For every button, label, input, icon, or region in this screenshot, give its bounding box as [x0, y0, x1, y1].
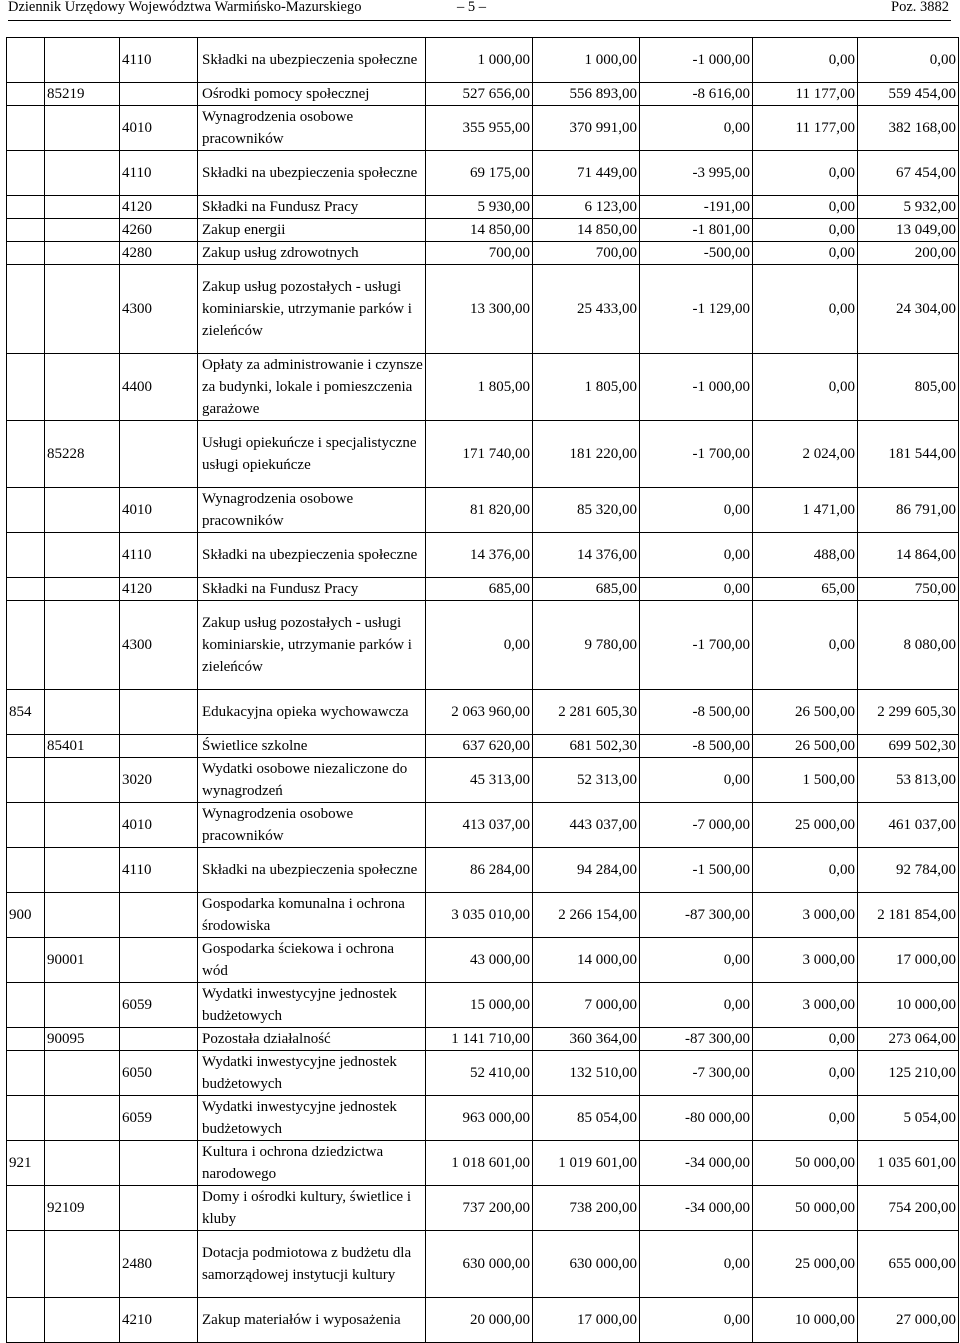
increase-cell: 3 000,00: [753, 938, 858, 983]
increase-cell: 0,00: [753, 265, 858, 354]
dzial-cell: 921: [7, 1141, 45, 1186]
decrease-cell: 0,00: [640, 758, 753, 803]
page-header: [0, 0, 960, 28]
decrease-cell: -500,00: [640, 242, 753, 265]
plan-after-cell: 67 454,00: [858, 151, 959, 196]
increase-cell: 0,00: [753, 219, 858, 242]
plan-after-cell: 382 168,00: [858, 106, 959, 151]
increase-cell: 0,00: [753, 601, 858, 690]
dzial-cell: [7, 578, 45, 601]
plan-after-cell: 92 784,00: [858, 848, 959, 893]
name-cell: Gospodarka komunalna i ochrona środowiska: [198, 893, 426, 938]
increase-cell: 0,00: [753, 354, 858, 421]
plan-before-cell: 15 000,00: [426, 983, 533, 1028]
plan-current-cell: 14 000,00: [533, 938, 640, 983]
rozdzial-cell: [45, 601, 120, 690]
plan-after-cell: 655 000,00: [858, 1231, 959, 1298]
plan-current-cell: 681 502,30: [533, 735, 640, 758]
dzial-cell: 900: [7, 893, 45, 938]
budget-table: [6, 37, 959, 1343]
paragraf-cell: 6050: [120, 1051, 198, 1096]
rozdzial-cell: 92109: [45, 1186, 120, 1231]
paragraf-cell: 4210: [120, 1298, 198, 1343]
rozdzial-cell: [45, 848, 120, 893]
paragraf-cell: 4110: [120, 38, 198, 83]
increase-cell: 3 000,00: [753, 983, 858, 1028]
plan-before-cell: 2 063 960,00: [426, 690, 533, 735]
plan-current-cell: 14 376,00: [533, 533, 640, 578]
plan-before-cell: 5 930,00: [426, 196, 533, 219]
paragraf-cell: [120, 1141, 198, 1186]
name-cell: Zakup usług pozostałych - usługi kominiarskie, utrzymanie parków i zieleńców: [198, 601, 426, 690]
dzial-cell: [7, 1096, 45, 1141]
table-row: [7, 893, 959, 938]
paragraf-cell: 4110: [120, 848, 198, 893]
increase-cell: 65,00: [753, 578, 858, 601]
plan-before-cell: 81 820,00: [426, 488, 533, 533]
plan-current-cell: 71 449,00: [533, 151, 640, 196]
plan-after-cell: 2 299 605,30: [858, 690, 959, 735]
decrease-cell: -1 000,00: [640, 38, 753, 83]
dzial-cell: [7, 1028, 45, 1051]
table-row: [7, 151, 959, 196]
paragraf-cell: 4260: [120, 219, 198, 242]
plan-after-cell: 14 864,00: [858, 533, 959, 578]
plan-after-cell: 2 181 854,00: [858, 893, 959, 938]
name-cell: Zakup materiałów i wyposażenia: [198, 1298, 426, 1343]
table-row: [7, 83, 959, 106]
decrease-cell: 0,00: [640, 983, 753, 1028]
plan-before-cell: 413 037,00: [426, 803, 533, 848]
rozdzial-cell: 90095: [45, 1028, 120, 1051]
name-cell: Wydatki osobowe niezaliczone do wynagrodzeń: [198, 758, 426, 803]
increase-cell: 0,00: [753, 242, 858, 265]
journal-title: Dziennik Urzędowy Województwa Warmińsko-Mazurskiego: [8, 0, 362, 15]
plan-after-cell: 181 544,00: [858, 421, 959, 488]
name-cell: Opłaty za administrowanie i czynsze za budynki, lokale i pomieszczenia garażowe: [198, 354, 426, 421]
decrease-cell: -8 500,00: [640, 735, 753, 758]
rozdzial-cell: [45, 533, 120, 578]
name-cell: Zakup energii: [198, 219, 426, 242]
dzial-cell: [7, 758, 45, 803]
plan-after-cell: 86 791,00: [858, 488, 959, 533]
dzial-cell: [7, 265, 45, 354]
decrease-cell: 0,00: [640, 106, 753, 151]
plan-after-cell: 10 000,00: [858, 983, 959, 1028]
plan-current-cell: 738 200,00: [533, 1186, 640, 1231]
paragraf-cell: 4300: [120, 601, 198, 690]
paragraf-cell: [120, 938, 198, 983]
plan-after-cell: 273 064,00: [858, 1028, 959, 1051]
table-row: [7, 1186, 959, 1231]
rozdzial-cell: 90001: [45, 938, 120, 983]
table-row: [7, 578, 959, 601]
table-row: [7, 848, 959, 893]
plan-before-cell: 963 000,00: [426, 1096, 533, 1141]
rozdzial-cell: 85219: [45, 83, 120, 106]
plan-before-cell: 1 805,00: [426, 354, 533, 421]
plan-current-cell: 700,00: [533, 242, 640, 265]
decrease-cell: 0,00: [640, 533, 753, 578]
plan-current-cell: 685,00: [533, 578, 640, 601]
paragraf-cell: 2480: [120, 1231, 198, 1298]
name-cell: Wynagrodzenia osobowe pracowników: [198, 106, 426, 151]
table-row: [7, 242, 959, 265]
increase-cell: 11 177,00: [753, 106, 858, 151]
paragraf-cell: 4120: [120, 578, 198, 601]
increase-cell: 26 500,00: [753, 690, 858, 735]
rozdzial-cell: [45, 1096, 120, 1141]
increase-cell: 0,00: [753, 1051, 858, 1096]
dzial-cell: [7, 601, 45, 690]
rozdzial-cell: [45, 151, 120, 196]
name-cell: Zakup usług pozostałych - usługi kominiarskie, utrzymanie parków i zieleńców: [198, 265, 426, 354]
rozdzial-cell: [45, 578, 120, 601]
plan-current-cell: 1 000,00: [533, 38, 640, 83]
dzial-cell: [7, 1186, 45, 1231]
decrease-cell: -1 700,00: [640, 421, 753, 488]
table-row: [7, 488, 959, 533]
rozdzial-cell: [45, 803, 120, 848]
paragraf-cell: 4110: [120, 151, 198, 196]
plan-before-cell: 1 000,00: [426, 38, 533, 83]
increase-cell: 25 000,00: [753, 803, 858, 848]
plan-current-cell: 1 805,00: [533, 354, 640, 421]
increase-cell: 50 000,00: [753, 1141, 858, 1186]
paragraf-cell: [120, 421, 198, 488]
name-cell: Ośrodki pomocy społecznej: [198, 83, 426, 106]
increase-cell: 0,00: [753, 1028, 858, 1051]
table-row: [7, 533, 959, 578]
name-cell: Wydatki inwestycyjne jednostek budżetowych: [198, 1096, 426, 1141]
plan-current-cell: 443 037,00: [533, 803, 640, 848]
paragraf-cell: 6059: [120, 983, 198, 1028]
table-row: [7, 106, 959, 151]
plan-before-cell: 45 313,00: [426, 758, 533, 803]
dzial-cell: [7, 219, 45, 242]
decrease-cell: -34 000,00: [640, 1186, 753, 1231]
plan-current-cell: 181 220,00: [533, 421, 640, 488]
dzial-cell: [7, 38, 45, 83]
dzial-cell: [7, 83, 45, 106]
increase-cell: 0,00: [753, 1096, 858, 1141]
plan-after-cell: 559 454,00: [858, 83, 959, 106]
plan-after-cell: 125 210,00: [858, 1051, 959, 1096]
rozdzial-cell: [45, 242, 120, 265]
plan-before-cell: 527 656,00: [426, 83, 533, 106]
increase-cell: 1 500,00: [753, 758, 858, 803]
name-cell: Składki na ubezpieczenia społeczne: [198, 151, 426, 196]
rozdzial-cell: [45, 38, 120, 83]
name-cell: Składki na ubezpieczenia społeczne: [198, 533, 426, 578]
plan-before-cell: 0,00: [426, 601, 533, 690]
dzial-cell: [7, 421, 45, 488]
plan-before-cell: 14 850,00: [426, 219, 533, 242]
decrease-cell: 0,00: [640, 1231, 753, 1298]
table-row: [7, 265, 959, 354]
decrease-cell: -1 129,00: [640, 265, 753, 354]
paragraf-cell: [120, 83, 198, 106]
plan-before-cell: 43 000,00: [426, 938, 533, 983]
plan-before-cell: 86 284,00: [426, 848, 533, 893]
plan-before-cell: 355 955,00: [426, 106, 533, 151]
plan-current-cell: 370 991,00: [533, 106, 640, 151]
plan-after-cell: 1 035 601,00: [858, 1141, 959, 1186]
name-cell: Domy i ośrodki kultury, świetlice i kluby: [198, 1186, 426, 1231]
table-row: [7, 1051, 959, 1096]
decrease-cell: -8 500,00: [640, 690, 753, 735]
paragraf-cell: 4300: [120, 265, 198, 354]
increase-cell: 50 000,00: [753, 1186, 858, 1231]
plan-after-cell: 699 502,30: [858, 735, 959, 758]
paragraf-cell: 4010: [120, 106, 198, 151]
table-row: [7, 983, 959, 1028]
plan-after-cell: 17 000,00: [858, 938, 959, 983]
decrease-cell: -1 700,00: [640, 601, 753, 690]
name-cell: Pozostała działalność: [198, 1028, 426, 1051]
dzial-cell: [7, 354, 45, 421]
dzial-cell: [7, 242, 45, 265]
table-row: [7, 758, 959, 803]
plan-current-cell: 94 284,00: [533, 848, 640, 893]
decrease-cell: -80 000,00: [640, 1096, 753, 1141]
table-row: [7, 690, 959, 735]
decrease-cell: -1 000,00: [640, 354, 753, 421]
plan-current-cell: 85 054,00: [533, 1096, 640, 1141]
decrease-cell: -7 300,00: [640, 1051, 753, 1096]
plan-current-cell: 85 320,00: [533, 488, 640, 533]
name-cell: Usługi opiekuńcze i specjalistyczne usługi opiekuńcze: [198, 421, 426, 488]
dzial-cell: [7, 488, 45, 533]
paragraf-cell: [120, 690, 198, 735]
dzial-cell: 854: [7, 690, 45, 735]
decrease-cell: -34 000,00: [640, 1141, 753, 1186]
paragraf-cell: 4110: [120, 533, 198, 578]
increase-cell: 11 177,00: [753, 83, 858, 106]
plan-current-cell: 14 850,00: [533, 219, 640, 242]
plan-before-cell: 20 000,00: [426, 1298, 533, 1343]
plan-current-cell: 630 000,00: [533, 1231, 640, 1298]
plan-after-cell: 754 200,00: [858, 1186, 959, 1231]
increase-cell: 488,00: [753, 533, 858, 578]
decrease-cell: -8 616,00: [640, 83, 753, 106]
plan-before-cell: 52 410,00: [426, 1051, 533, 1096]
table-row: [7, 1141, 959, 1186]
dzial-cell: [7, 1231, 45, 1298]
paragraf-cell: [120, 735, 198, 758]
paragraf-cell: 4400: [120, 354, 198, 421]
dzial-cell: [7, 106, 45, 151]
plan-current-cell: 25 433,00: [533, 265, 640, 354]
paragraf-cell: [120, 893, 198, 938]
plan-current-cell: 17 000,00: [533, 1298, 640, 1343]
table-row: [7, 601, 959, 690]
table-row: [7, 421, 959, 488]
rozdzial-cell: [45, 1051, 120, 1096]
plan-current-cell: 556 893,00: [533, 83, 640, 106]
decrease-cell: -3 995,00: [640, 151, 753, 196]
plan-after-cell: 5 932,00: [858, 196, 959, 219]
rozdzial-cell: [45, 488, 120, 533]
plan-after-cell: 805,00: [858, 354, 959, 421]
page-number: – 5 –: [457, 0, 486, 15]
name-cell: Składki na Fundusz Pracy: [198, 578, 426, 601]
increase-cell: 3 000,00: [753, 893, 858, 938]
header-rule: [8, 20, 951, 21]
plan-current-cell: 1 019 601,00: [533, 1141, 640, 1186]
table-row: [7, 938, 959, 983]
rozdzial-cell: [45, 1141, 120, 1186]
decrease-cell: -1 801,00: [640, 219, 753, 242]
plan-current-cell: 52 313,00: [533, 758, 640, 803]
plan-before-cell: 14 376,00: [426, 533, 533, 578]
position-number: Poz. 3882: [891, 0, 949, 15]
increase-cell: 0,00: [753, 38, 858, 83]
increase-cell: 10 000,00: [753, 1298, 858, 1343]
plan-current-cell: 360 364,00: [533, 1028, 640, 1051]
name-cell: Wydatki inwestycyjne jednostek budżetowych: [198, 983, 426, 1028]
rozdzial-cell: 85401: [45, 735, 120, 758]
decrease-cell: 0,00: [640, 488, 753, 533]
table-row: [7, 1028, 959, 1051]
dzial-cell: [7, 735, 45, 758]
paragraf-cell: 4280: [120, 242, 198, 265]
rozdzial-cell: [45, 893, 120, 938]
plan-before-cell: 700,00: [426, 242, 533, 265]
plan-before-cell: 1 018 601,00: [426, 1141, 533, 1186]
name-cell: Wynagrodzenia osobowe pracowników: [198, 803, 426, 848]
increase-cell: 0,00: [753, 848, 858, 893]
plan-current-cell: 9 780,00: [533, 601, 640, 690]
dzial-cell: [7, 533, 45, 578]
plan-current-cell: 2 266 154,00: [533, 893, 640, 938]
name-cell: Wynagrodzenia osobowe pracowników: [198, 488, 426, 533]
plan-before-cell: 13 300,00: [426, 265, 533, 354]
plan-after-cell: 13 049,00: [858, 219, 959, 242]
paragraf-cell: 3020: [120, 758, 198, 803]
plan-before-cell: 630 000,00: [426, 1231, 533, 1298]
dzial-cell: [7, 938, 45, 983]
rozdzial-cell: [45, 106, 120, 151]
plan-before-cell: 69 175,00: [426, 151, 533, 196]
name-cell: Składki na Fundusz Pracy: [198, 196, 426, 219]
dzial-cell: [7, 848, 45, 893]
name-cell: Zakup usług zdrowotnych: [198, 242, 426, 265]
plan-current-cell: 6 123,00: [533, 196, 640, 219]
decrease-cell: -7 000,00: [640, 803, 753, 848]
name-cell: Wydatki inwestycyjne jednostek budżetowych: [198, 1051, 426, 1096]
rozdzial-cell: [45, 354, 120, 421]
increase-cell: 25 000,00: [753, 1231, 858, 1298]
paragraf-cell: 4120: [120, 196, 198, 219]
plan-current-cell: 2 281 605,30: [533, 690, 640, 735]
decrease-cell: 0,00: [640, 578, 753, 601]
increase-cell: 0,00: [753, 151, 858, 196]
table-row: [7, 219, 959, 242]
table-row: [7, 38, 959, 83]
paragraf-cell: [120, 1028, 198, 1051]
dzial-cell: [7, 983, 45, 1028]
table-row: [7, 735, 959, 758]
name-cell: Dotacja podmiotowa z budżetu dla samorządowej instytucji kultury: [198, 1231, 426, 1298]
plan-before-cell: 3 035 010,00: [426, 893, 533, 938]
paragraf-cell: 6059: [120, 1096, 198, 1141]
dzial-cell: [7, 803, 45, 848]
dzial-cell: [7, 196, 45, 219]
dzial-cell: [7, 1051, 45, 1096]
plan-after-cell: 5 054,00: [858, 1096, 959, 1141]
name-cell: Gospodarka ściekowa i ochrona wód: [198, 938, 426, 983]
rozdzial-cell: [45, 265, 120, 354]
paragraf-cell: [120, 1186, 198, 1231]
table-row: [7, 803, 959, 848]
name-cell: Edukacyjna opieka wychowawcza: [198, 690, 426, 735]
plan-before-cell: 737 200,00: [426, 1186, 533, 1231]
increase-cell: 2 024,00: [753, 421, 858, 488]
table-row: [7, 1231, 959, 1298]
plan-after-cell: 8 080,00: [858, 601, 959, 690]
paragraf-cell: 4010: [120, 488, 198, 533]
rozdzial-cell: [45, 1231, 120, 1298]
plan-before-cell: 637 620,00: [426, 735, 533, 758]
rozdzial-cell: [45, 983, 120, 1028]
paragraf-cell: 4010: [120, 803, 198, 848]
name-cell: Kultura i ochrona dziedzictwa narodowego: [198, 1141, 426, 1186]
dzial-cell: [7, 151, 45, 196]
rozdzial-cell: [45, 690, 120, 735]
increase-cell: 0,00: [753, 196, 858, 219]
decrease-cell: -191,00: [640, 196, 753, 219]
table-row: [7, 1096, 959, 1141]
table-row: [7, 196, 959, 219]
plan-after-cell: 24 304,00: [858, 265, 959, 354]
rozdzial-cell: 85228: [45, 421, 120, 488]
rozdzial-cell: [45, 196, 120, 219]
table-row: [7, 354, 959, 421]
plan-after-cell: 200,00: [858, 242, 959, 265]
plan-after-cell: 0,00: [858, 38, 959, 83]
plan-after-cell: 53 813,00: [858, 758, 959, 803]
plan-before-cell: 1 141 710,00: [426, 1028, 533, 1051]
plan-before-cell: 171 740,00: [426, 421, 533, 488]
decrease-cell: 0,00: [640, 1298, 753, 1343]
plan-before-cell: 685,00: [426, 578, 533, 601]
name-cell: Składki na ubezpieczenia społeczne: [198, 848, 426, 893]
decrease-cell: -1 500,00: [640, 848, 753, 893]
decrease-cell: -87 300,00: [640, 1028, 753, 1051]
name-cell: Świetlice szkolne: [198, 735, 426, 758]
decrease-cell: -87 300,00: [640, 893, 753, 938]
decrease-cell: 0,00: [640, 938, 753, 983]
increase-cell: 26 500,00: [753, 735, 858, 758]
increase-cell: 1 471,00: [753, 488, 858, 533]
plan-after-cell: 750,00: [858, 578, 959, 601]
rozdzial-cell: [45, 219, 120, 242]
plan-current-cell: 7 000,00: [533, 983, 640, 1028]
plan-after-cell: 27 000,00: [858, 1298, 959, 1343]
plan-current-cell: 132 510,00: [533, 1051, 640, 1096]
plan-after-cell: 461 037,00: [858, 803, 959, 848]
rozdzial-cell: [45, 758, 120, 803]
name-cell: Składki na ubezpieczenia społeczne: [198, 38, 426, 83]
